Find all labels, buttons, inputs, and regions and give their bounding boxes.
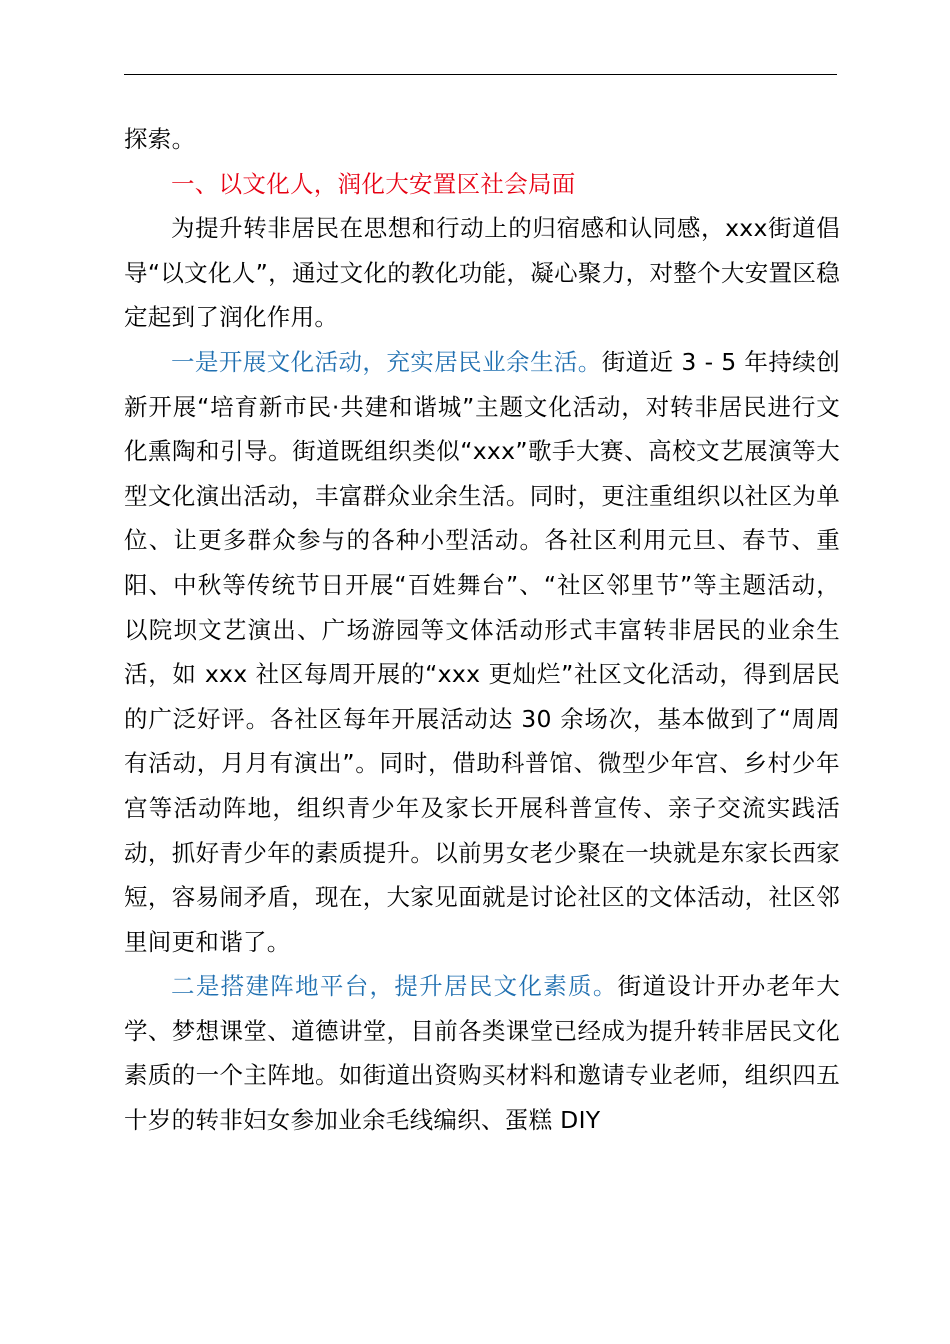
intro-paragraph: 为提升转非居民在思想和行动上的归宿感和认同感，xxx街道倡导“以文化人”，通过文化的教化功能，凝心聚力，对整个大安置区稳定起到了润化作用。 [124, 214, 840, 332]
section-heading: 一、以文化人，润化大安置区社会局面 [171, 169, 576, 198]
continued-fragment: 探索。 [124, 125, 196, 153]
point-one-body: 街道近 3 - 5 年持续创新开展“培育新市民·共建和谐城”主题文化活动，对转非居民进行文化熏陶和引导。街道既组织类似“xxx”歌手大赛、高校文艺展演等大型文化演出活动，丰富群众业余生活。同时，更注重组织以社区为单位、让更多群众参与的各种小型活动。各社区利用元旦、春节、重阳、中秋等传统节日开展“百姓舞台”、“社区邻里节”等主题活动，以院坝文艺演出、广场游园等文体活动形式丰富转非居民的业余生活，如 xxx 社区每周开展的“xxx 更灿烂”社区文化活动，得到居民的广泛好评。各社区每年开展活动达 30 余场次，基本做到了“周周有活动，月月有演出”。同时，借助科普馆、微型少年宫、乡村少年宫等活动阵地，组织青少年及家长开展科普宣传、亲子交流实践活动，抓好青少年的素质提升。以前男女老少聚在一块就是东家长西家短，容易闹矛盾，现在，大家见面就是讨论社区的文体活动，社区邻里间更和谐了。 [124, 347, 840, 956]
point-two-lead: 二是搭建阵地平台，提升居民文化素质。 [171, 972, 618, 1001]
point-two-body: 街道设计开办老年大学、梦想课堂、道德讲堂，目前各类课堂已经成为提升转非居民文化素质的一个主阵地。如街道出资购买材料和邀请专业老师，组织四五十岁的转非妇女参加业余毛线编织、蛋糕 DIY [124, 972, 840, 1135]
point-one-paragraph [124, 340, 840, 964]
header-rule [124, 74, 837, 75]
document-body [124, 117, 840, 1143]
point-one-lead: 一是开展文化活动，充实居民业余生活。 [171, 347, 602, 376]
point-two-paragraph [124, 964, 840, 1142]
